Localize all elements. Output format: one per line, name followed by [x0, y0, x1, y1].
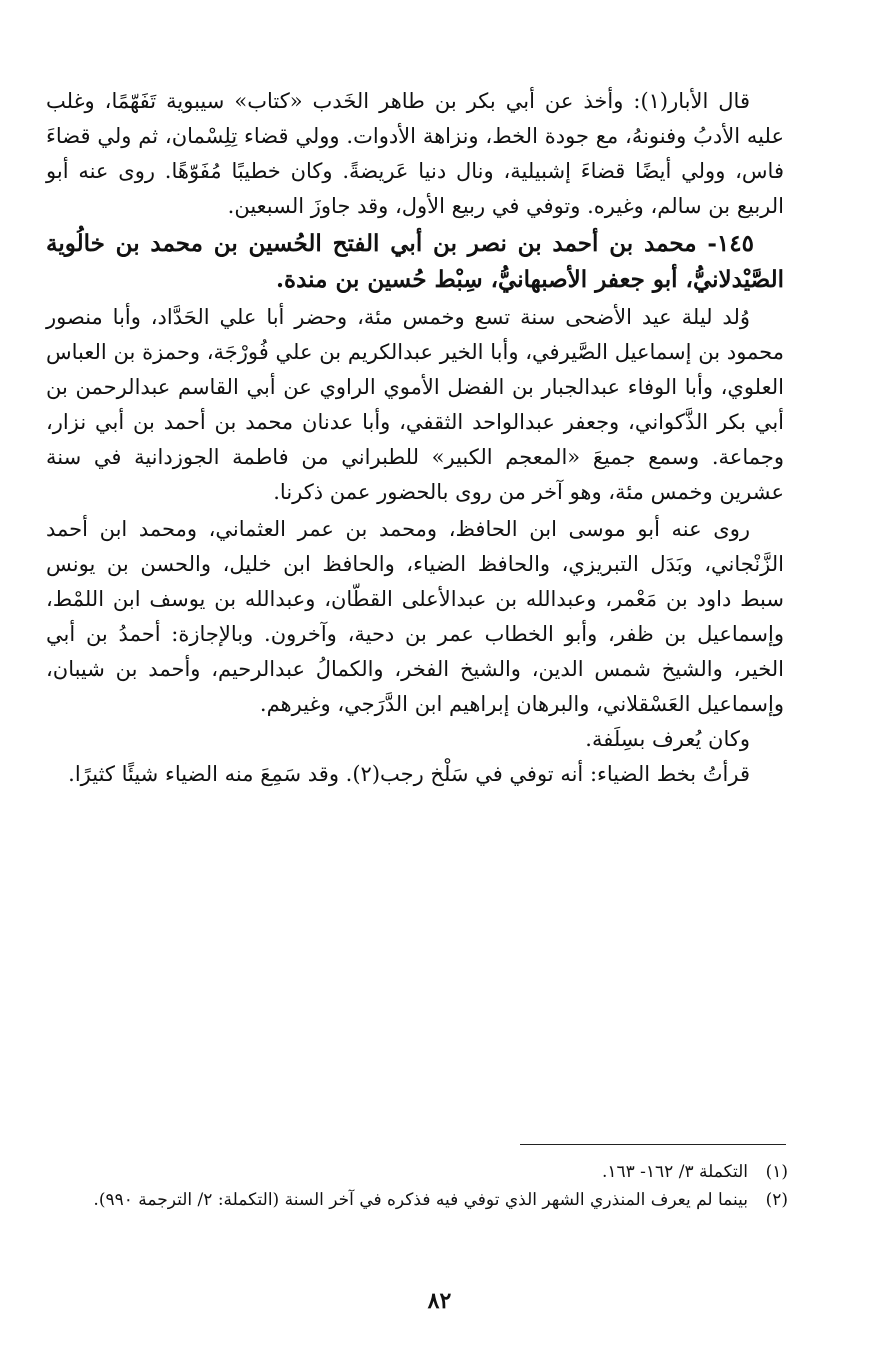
footnote-item	[46, 1158, 788, 1186]
entry-heading-text: محمد بن أحمد بن نصر بن أبي الفتح الحُسين بن محمد بن خالُوية الصَّيْدلانيُّ، أبو جعفر الأصبهانيُّ، سِبْط حُسين بن مندة.	[46, 230, 784, 293]
footnotes	[46, 1158, 788, 1214]
footnote-divider	[520, 1144, 786, 1145]
footnote-mark: (٢)	[765, 1190, 788, 1210]
entry-heading	[46, 226, 784, 298]
paragraph-text: وُلد ليلة عيد الأضحى سنة تسع وخمس مئة، وحضر أبا علي الحَدَّاد، وأبا منصور محمود بن إسماعيل الصَّيرفي، وأبا الخير عبدالكريم بن علي فُورْجَة، وحمزة بن العباس العلوي، وأبا الوفاء عبدالجبار بن الفضل الأموي الراوي عن أبي القاسم عبدالرحمن بن أبي بكر الذَّكواني، وجعفر عبدالواحد الثقفي، وأبا عدنان محمد بن أحمد بن أبي نزار، وجماعة. وسمع جميعَ «المعجم الكبير» للطبراني من فاطمة الجوزدانية في سنة عشرين وخمس مئة، وهو آخر من روى بالحضور عمن ذكرنا.	[46, 305, 784, 504]
paragraph-death	[46, 757, 784, 792]
paragraph-indent	[750, 762, 784, 786]
page-body	[46, 84, 784, 792]
footnote-mark: (١)	[765, 1162, 788, 1182]
paragraph-birth	[46, 300, 784, 510]
paragraph-narrators	[46, 512, 784, 722]
paragraph-nickname	[46, 722, 784, 757]
paragraph-indent	[750, 517, 784, 541]
footnote-text: بينما لم يعرف المنذري الشهر الذي توفي فيه فذكره في آخر السنة (التكملة: ٢/ الترجمة ٩٩٠).	[93, 1190, 748, 1210]
paragraph-text: قال الأبار(١): وأخذ عن أبي بكر بن طاهر الخَدب «كتاب» سيبوية تَفَهّمًا، وغلب عليه الأدبُ وفنونهُ، مع جودة الخط، ونزاهة الأدوات. وولي قضاء تِلِسْمان، ثم ولي قضاءَ فاس، وولي أيضًا قضاءَ إشبيلية، ونال دنيا عَريضةً. وكان خطيبًا مُفَوّهًا. روى عنه أبو الربيع بن سالم، وغيره. وتوفي في ربيع الأول، وقد جاوزَ السبعين.	[46, 89, 784, 218]
paragraph-text: وكان يُعرف بسِلَفة.	[585, 727, 750, 751]
footnote-text: التكملة ٣/ ١٦٢- ١٦٣.	[601, 1162, 748, 1182]
paragraph-text: روى عنه أبو موسى ابن الحافظ، ومحمد بن عمر العثماني، ومحمد ابن أحمد الزَّنْجاني، وبَدَل التبريزي، والحافظ الضياء، والحافظ ابن خليل، والحسن بن يونس سبط داود بن مَعْمر، وعبدالله بن عبدالأعلى القطّان، وعبدالله بن يوسف ابن اللمْط، وإسماعيل بن ظفر، وأبو الخطاب عمر بن دحية، وآخرون. وبالإجازة: أحمدُ بن أبي الخير، والشيخ شمس الدين، والشيخ الفخر، والكمالُ عبدالرحيم، وأحمد بن شيبان، وإسماعيل العَسْقلاني، والبرهان إبراهيم ابن الدَّرَجي، وغيرهم.	[46, 517, 784, 716]
footnote-item	[46, 1186, 788, 1214]
paragraph-indent	[750, 89, 784, 113]
page-number: ٨٢	[427, 1288, 452, 1314]
paragraph-indent	[750, 727, 784, 751]
paragraph-abbar-quote	[46, 84, 784, 224]
paragraph-indent	[750, 305, 784, 329]
paragraph-text: قرأتُ بخط الضياء: أنه توفي في سَلْخ رجب(٢). وقد سَمِعَ منه الضياء شيئًا كثيرًا.	[68, 762, 750, 786]
entry-number: ١٤٥-	[707, 230, 754, 257]
